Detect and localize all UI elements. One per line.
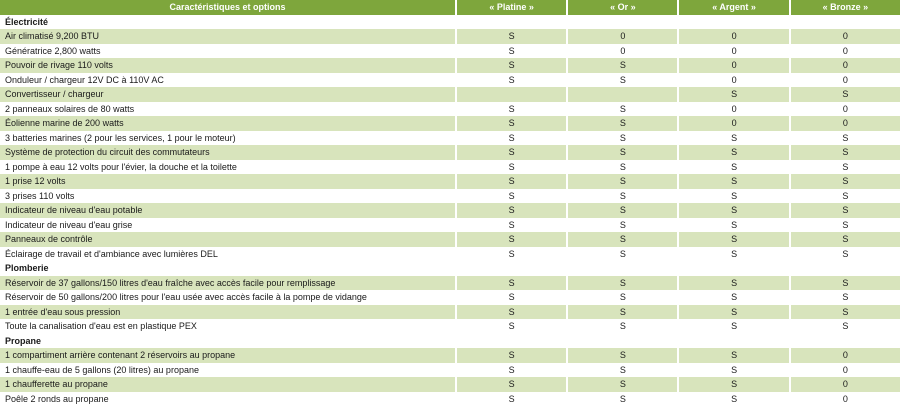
value-platine: S bbox=[455, 174, 566, 189]
value-or: 0 bbox=[566, 29, 677, 44]
value-argent: S bbox=[677, 247, 788, 262]
value-bronze bbox=[789, 261, 900, 276]
value-argent: S bbox=[677, 131, 788, 146]
feature-label: 3 batteries marines (2 pour les services, 1 pour le moteur) bbox=[0, 131, 455, 146]
table-row bbox=[0, 58, 900, 73]
value-or: S bbox=[566, 348, 677, 363]
feature-label: Indicateur de niveau d'eau grise bbox=[0, 218, 455, 233]
table-row bbox=[0, 131, 900, 146]
table-row bbox=[0, 29, 900, 44]
feature-label: 2 panneaux solaires de 80 watts bbox=[0, 102, 455, 117]
value-platine: S bbox=[455, 203, 566, 218]
value-or: S bbox=[566, 116, 677, 131]
value-bronze: S bbox=[789, 174, 900, 189]
value-argent: S bbox=[677, 348, 788, 363]
value-platine bbox=[455, 15, 566, 30]
value-argent: S bbox=[677, 276, 788, 291]
table-row bbox=[0, 276, 900, 291]
value-bronze bbox=[789, 15, 900, 30]
value-platine: S bbox=[455, 319, 566, 334]
value-bronze: S bbox=[789, 218, 900, 233]
value-platine: S bbox=[455, 232, 566, 247]
table-row bbox=[0, 44, 900, 59]
table-row bbox=[0, 73, 900, 88]
feature-label: 1 prise 12 volts bbox=[0, 174, 455, 189]
value-argent: S bbox=[677, 145, 788, 160]
value-argent bbox=[677, 261, 788, 276]
header-bronze: « Bronze » bbox=[789, 0, 900, 15]
table-row bbox=[0, 363, 900, 378]
value-bronze: 0 bbox=[789, 102, 900, 117]
value-bronze: S bbox=[789, 131, 900, 146]
section-title: Électricité bbox=[0, 15, 455, 30]
feature-label: Réservoir de 50 gallons/200 litres pour l'eau usée avec accès facile à la pompe de vidange bbox=[0, 290, 455, 305]
value-argent: S bbox=[677, 87, 788, 102]
value-bronze: S bbox=[789, 145, 900, 160]
value-or: S bbox=[566, 319, 677, 334]
value-platine: S bbox=[455, 377, 566, 392]
feature-label: Pouvoir de rivage 110 volts bbox=[0, 58, 455, 73]
value-bronze: S bbox=[789, 290, 900, 305]
value-argent: 0 bbox=[677, 73, 788, 88]
value-argent: S bbox=[677, 174, 788, 189]
header-or: « Or » bbox=[566, 0, 677, 15]
table-row bbox=[0, 174, 900, 189]
table-row bbox=[0, 247, 900, 262]
value-bronze: 0 bbox=[789, 58, 900, 73]
feature-label: Onduleur / chargeur 12V DC à 110V AC bbox=[0, 73, 455, 88]
value-platine bbox=[455, 334, 566, 349]
value-or: S bbox=[566, 131, 677, 146]
feature-label: Panneaux de contrôle bbox=[0, 232, 455, 247]
value-or: S bbox=[566, 145, 677, 160]
feature-label: Convertisseur / chargeur bbox=[0, 87, 455, 102]
value-or: S bbox=[566, 377, 677, 392]
value-argent: S bbox=[677, 189, 788, 204]
value-argent: S bbox=[677, 160, 788, 175]
value-platine: S bbox=[455, 348, 566, 363]
value-or: S bbox=[566, 290, 677, 305]
value-bronze: 0 bbox=[789, 116, 900, 131]
feature-label: Réservoir de 37 gallons/150 litres d'eau fraîche avec accès facile pour remplissage bbox=[0, 276, 455, 291]
value-or bbox=[566, 15, 677, 30]
value-or: S bbox=[566, 232, 677, 247]
value-platine: S bbox=[455, 73, 566, 88]
value-platine: S bbox=[455, 29, 566, 44]
feature-label: Éolienne marine de 200 watts bbox=[0, 116, 455, 131]
value-bronze: 0 bbox=[789, 44, 900, 59]
value-argent: S bbox=[677, 290, 788, 305]
value-or: S bbox=[566, 218, 677, 233]
section-row bbox=[0, 334, 900, 349]
feature-label: 1 entrée d'eau sous pression bbox=[0, 305, 455, 320]
value-platine: S bbox=[455, 305, 566, 320]
section-title: Plomberie bbox=[0, 261, 455, 276]
value-platine: S bbox=[455, 160, 566, 175]
table-row bbox=[0, 87, 900, 102]
value-argent: 0 bbox=[677, 58, 788, 73]
value-argent: S bbox=[677, 232, 788, 247]
section-row bbox=[0, 261, 900, 276]
feature-label: Air climatisé 9,200 BTU bbox=[0, 29, 455, 44]
table-row bbox=[0, 160, 900, 175]
table-row bbox=[0, 348, 900, 363]
feature-label: 1 compartiment arrière contenant 2 réservoirs au propane bbox=[0, 348, 455, 363]
value-argent: S bbox=[677, 203, 788, 218]
table-row bbox=[0, 203, 900, 218]
header-features: Caractéristiques et options bbox=[0, 0, 455, 15]
value-bronze: S bbox=[789, 189, 900, 204]
value-bronze: S bbox=[789, 203, 900, 218]
value-platine: S bbox=[455, 392, 566, 406]
value-bronze: S bbox=[789, 247, 900, 262]
table-row bbox=[0, 102, 900, 117]
value-bronze: 0 bbox=[789, 29, 900, 44]
value-platine: S bbox=[455, 276, 566, 291]
value-argent: 0 bbox=[677, 116, 788, 131]
header-argent: « Argent » bbox=[677, 0, 788, 15]
value-platine: S bbox=[455, 102, 566, 117]
section-row bbox=[0, 15, 900, 30]
value-argent: S bbox=[677, 377, 788, 392]
value-bronze: S bbox=[789, 276, 900, 291]
feature-label: 1 chaufferette au propane bbox=[0, 377, 455, 392]
value-argent: 0 bbox=[677, 44, 788, 59]
value-bronze: S bbox=[789, 160, 900, 175]
value-platine: S bbox=[455, 44, 566, 59]
value-or: S bbox=[566, 276, 677, 291]
value-bronze bbox=[789, 334, 900, 349]
value-bronze: S bbox=[789, 305, 900, 320]
value-argent bbox=[677, 15, 788, 30]
value-argent: S bbox=[677, 319, 788, 334]
table-row bbox=[0, 392, 900, 406]
value-bronze: S bbox=[789, 87, 900, 102]
value-bronze: 0 bbox=[789, 348, 900, 363]
value-platine: S bbox=[455, 58, 566, 73]
feature-label: Système de protection du circuit des commutateurs bbox=[0, 145, 455, 160]
value-argent: S bbox=[677, 392, 788, 406]
value-platine: S bbox=[455, 131, 566, 146]
value-or bbox=[566, 334, 677, 349]
value-argent: S bbox=[677, 218, 788, 233]
value-bronze: 0 bbox=[789, 377, 900, 392]
value-platine: S bbox=[455, 218, 566, 233]
table-row bbox=[0, 218, 900, 233]
value-argent: 0 bbox=[677, 102, 788, 117]
value-platine: S bbox=[455, 363, 566, 378]
feature-label: Éclairage de travail et d'ambiance avec lumières DEL bbox=[0, 247, 455, 262]
value-or: S bbox=[566, 247, 677, 262]
value-or: S bbox=[566, 160, 677, 175]
value-platine: S bbox=[455, 145, 566, 160]
table-row bbox=[0, 319, 900, 334]
value-platine bbox=[455, 261, 566, 276]
value-or: 0 bbox=[566, 44, 677, 59]
table-header-row bbox=[0, 0, 900, 15]
value-bronze: S bbox=[789, 232, 900, 247]
feature-label: Indicateur de niveau d'eau potable bbox=[0, 203, 455, 218]
table-row bbox=[0, 116, 900, 131]
value-or: S bbox=[566, 363, 677, 378]
section-title: Propane bbox=[0, 334, 455, 349]
value-or: S bbox=[566, 203, 677, 218]
value-or: S bbox=[566, 58, 677, 73]
table-row bbox=[0, 232, 900, 247]
feature-label: Toute la canalisation d'eau est en plastique PEX bbox=[0, 319, 455, 334]
feature-label: Poêle 2 ronds au propane bbox=[0, 392, 455, 406]
value-argent: S bbox=[677, 363, 788, 378]
value-bronze: S bbox=[789, 319, 900, 334]
value-platine bbox=[455, 87, 566, 102]
value-bronze: 0 bbox=[789, 392, 900, 406]
value-argent bbox=[677, 334, 788, 349]
value-or: S bbox=[566, 102, 677, 117]
value-platine: S bbox=[455, 189, 566, 204]
value-or: S bbox=[566, 305, 677, 320]
header-platine: « Platine » bbox=[455, 0, 566, 15]
value-or: S bbox=[566, 392, 677, 406]
value-argent: S bbox=[677, 305, 788, 320]
table-row bbox=[0, 145, 900, 160]
value-or bbox=[566, 87, 677, 102]
value-platine: S bbox=[455, 247, 566, 262]
table-row bbox=[0, 305, 900, 320]
table-body bbox=[0, 15, 900, 406]
feature-label: Génératrice 2,800 watts bbox=[0, 44, 455, 59]
value-or: S bbox=[566, 174, 677, 189]
value-bronze: 0 bbox=[789, 363, 900, 378]
table-row bbox=[0, 189, 900, 204]
value-argent: 0 bbox=[677, 29, 788, 44]
feature-label: 3 prises 110 volts bbox=[0, 189, 455, 204]
table-row bbox=[0, 377, 900, 392]
value-or: S bbox=[566, 73, 677, 88]
value-or bbox=[566, 261, 677, 276]
value-platine: S bbox=[455, 290, 566, 305]
feature-label: 1 chauffe-eau de 5 gallons (20 litres) au propane bbox=[0, 363, 455, 378]
value-bronze: 0 bbox=[789, 73, 900, 88]
value-platine: S bbox=[455, 116, 566, 131]
table-row bbox=[0, 290, 900, 305]
feature-label: 1 pompe à eau 12 volts pour l'évier, la douche et la toilette bbox=[0, 160, 455, 175]
value-or: S bbox=[566, 189, 677, 204]
